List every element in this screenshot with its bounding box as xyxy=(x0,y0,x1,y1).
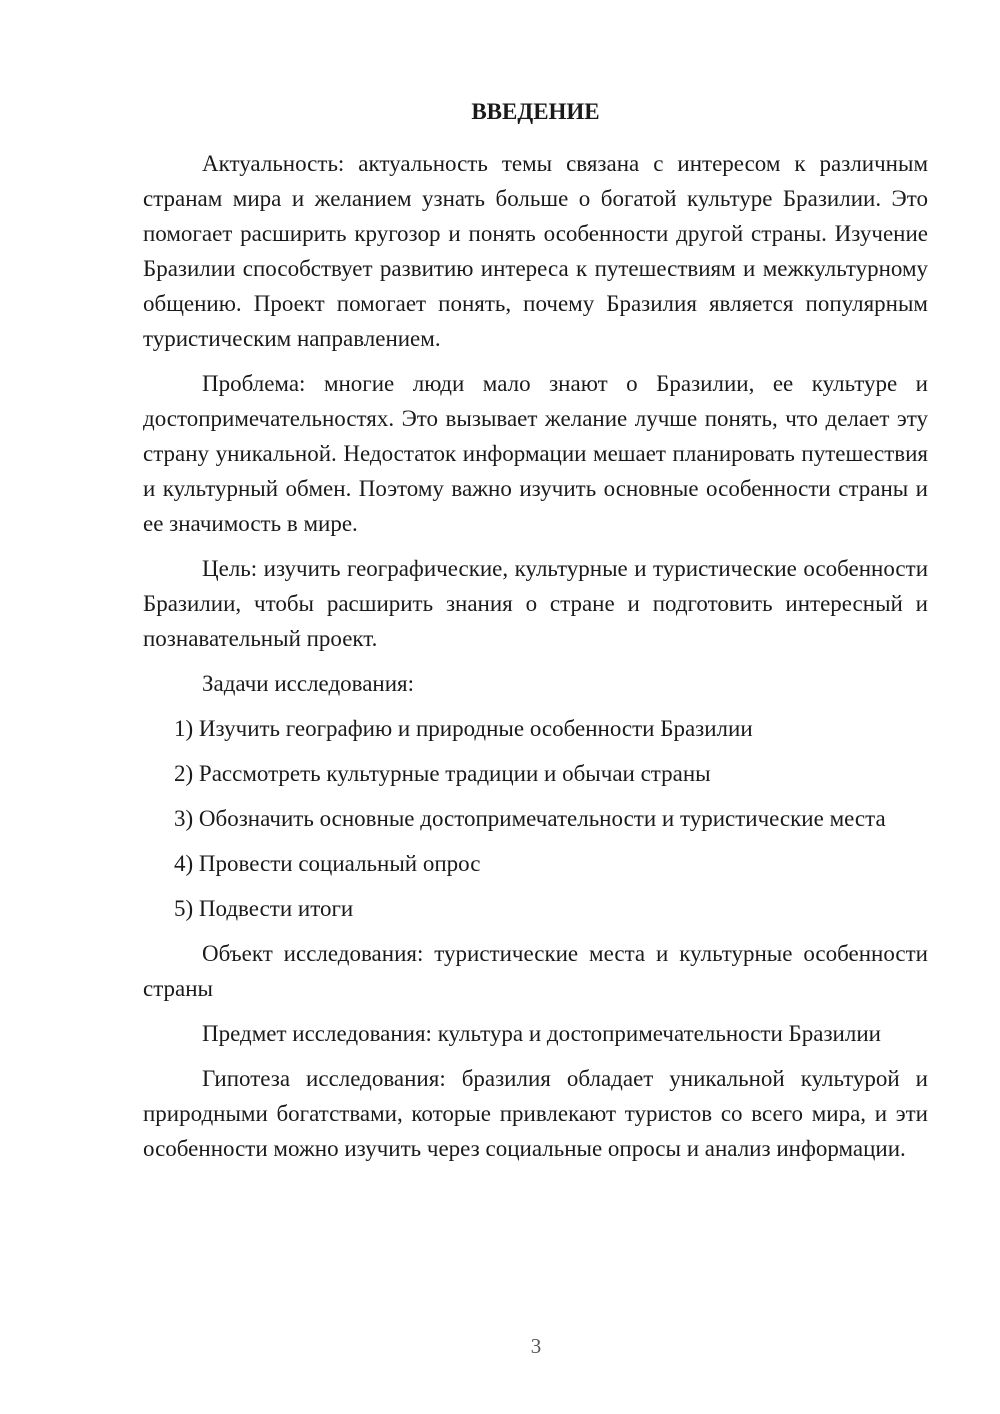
page-number: 3 xyxy=(530,1334,542,1358)
paragraph-problem: Проблема: многие люди мало знают о Бразилии, ее культуре и достопримечательностях. Это вызывает желание лучше понять, что делает эту страну уникальной. Недостаток информации мешает планировать путешествия и культурный обмен. Поэтому важно изучить основные особенности страны и ее значимость в мире. xyxy=(143,371,928,536)
paragraph-hypothesis: Гипотеза исследования: бразилия обладает уникальной культурой и природными богатствами, которые привлекают туристов со всего мира, и эти особенности можно изучить через социальные опросы и анализ информации. xyxy=(143,1066,928,1161)
task-item-1: 1) Изучить географию и природные особенности Бразилии xyxy=(174,716,753,741)
paragraph-object: Объект исследования: туристические места и культурные особенности страны xyxy=(143,941,928,1001)
paragraph-subject: Предмет исследования: культура и достопримечательности Бразилии xyxy=(202,1021,881,1046)
task-item-4: 4) Провести социальный опрос xyxy=(174,851,481,876)
paragraph-goal: Цель: изучить географические, культурные и туристические особенности Бразилии, чтобы расширить знания о стране и подготовить интересный и познавательный проект. xyxy=(143,556,928,651)
paragraph-relevance: Актуальность: актуальность темы связана с интересом к различным странам мира и желанием узнать больше о богатой культуре Бразилии. Это помогает расширить кругозор и понять особенности другой страны. Изучение Бразилии способствует развитию интереса к путешествиям и межкультурному общению. Проект помогает понять, почему Бразилия является популярным туристическим направлением. xyxy=(143,151,928,351)
page-title: ВВЕДЕНИЕ xyxy=(471,99,600,124)
tasks-heading: Задачи исследования: xyxy=(202,671,415,696)
task-item-2: 2) Рассмотреть культурные традиции и обычаи страны xyxy=(174,761,711,786)
task-item-5: 5) Подвести итоги xyxy=(174,896,354,921)
page-content xyxy=(143,96,928,1176)
task-item-3: 3) Обозначить основные достопримечательности и туристические места xyxy=(174,806,886,831)
